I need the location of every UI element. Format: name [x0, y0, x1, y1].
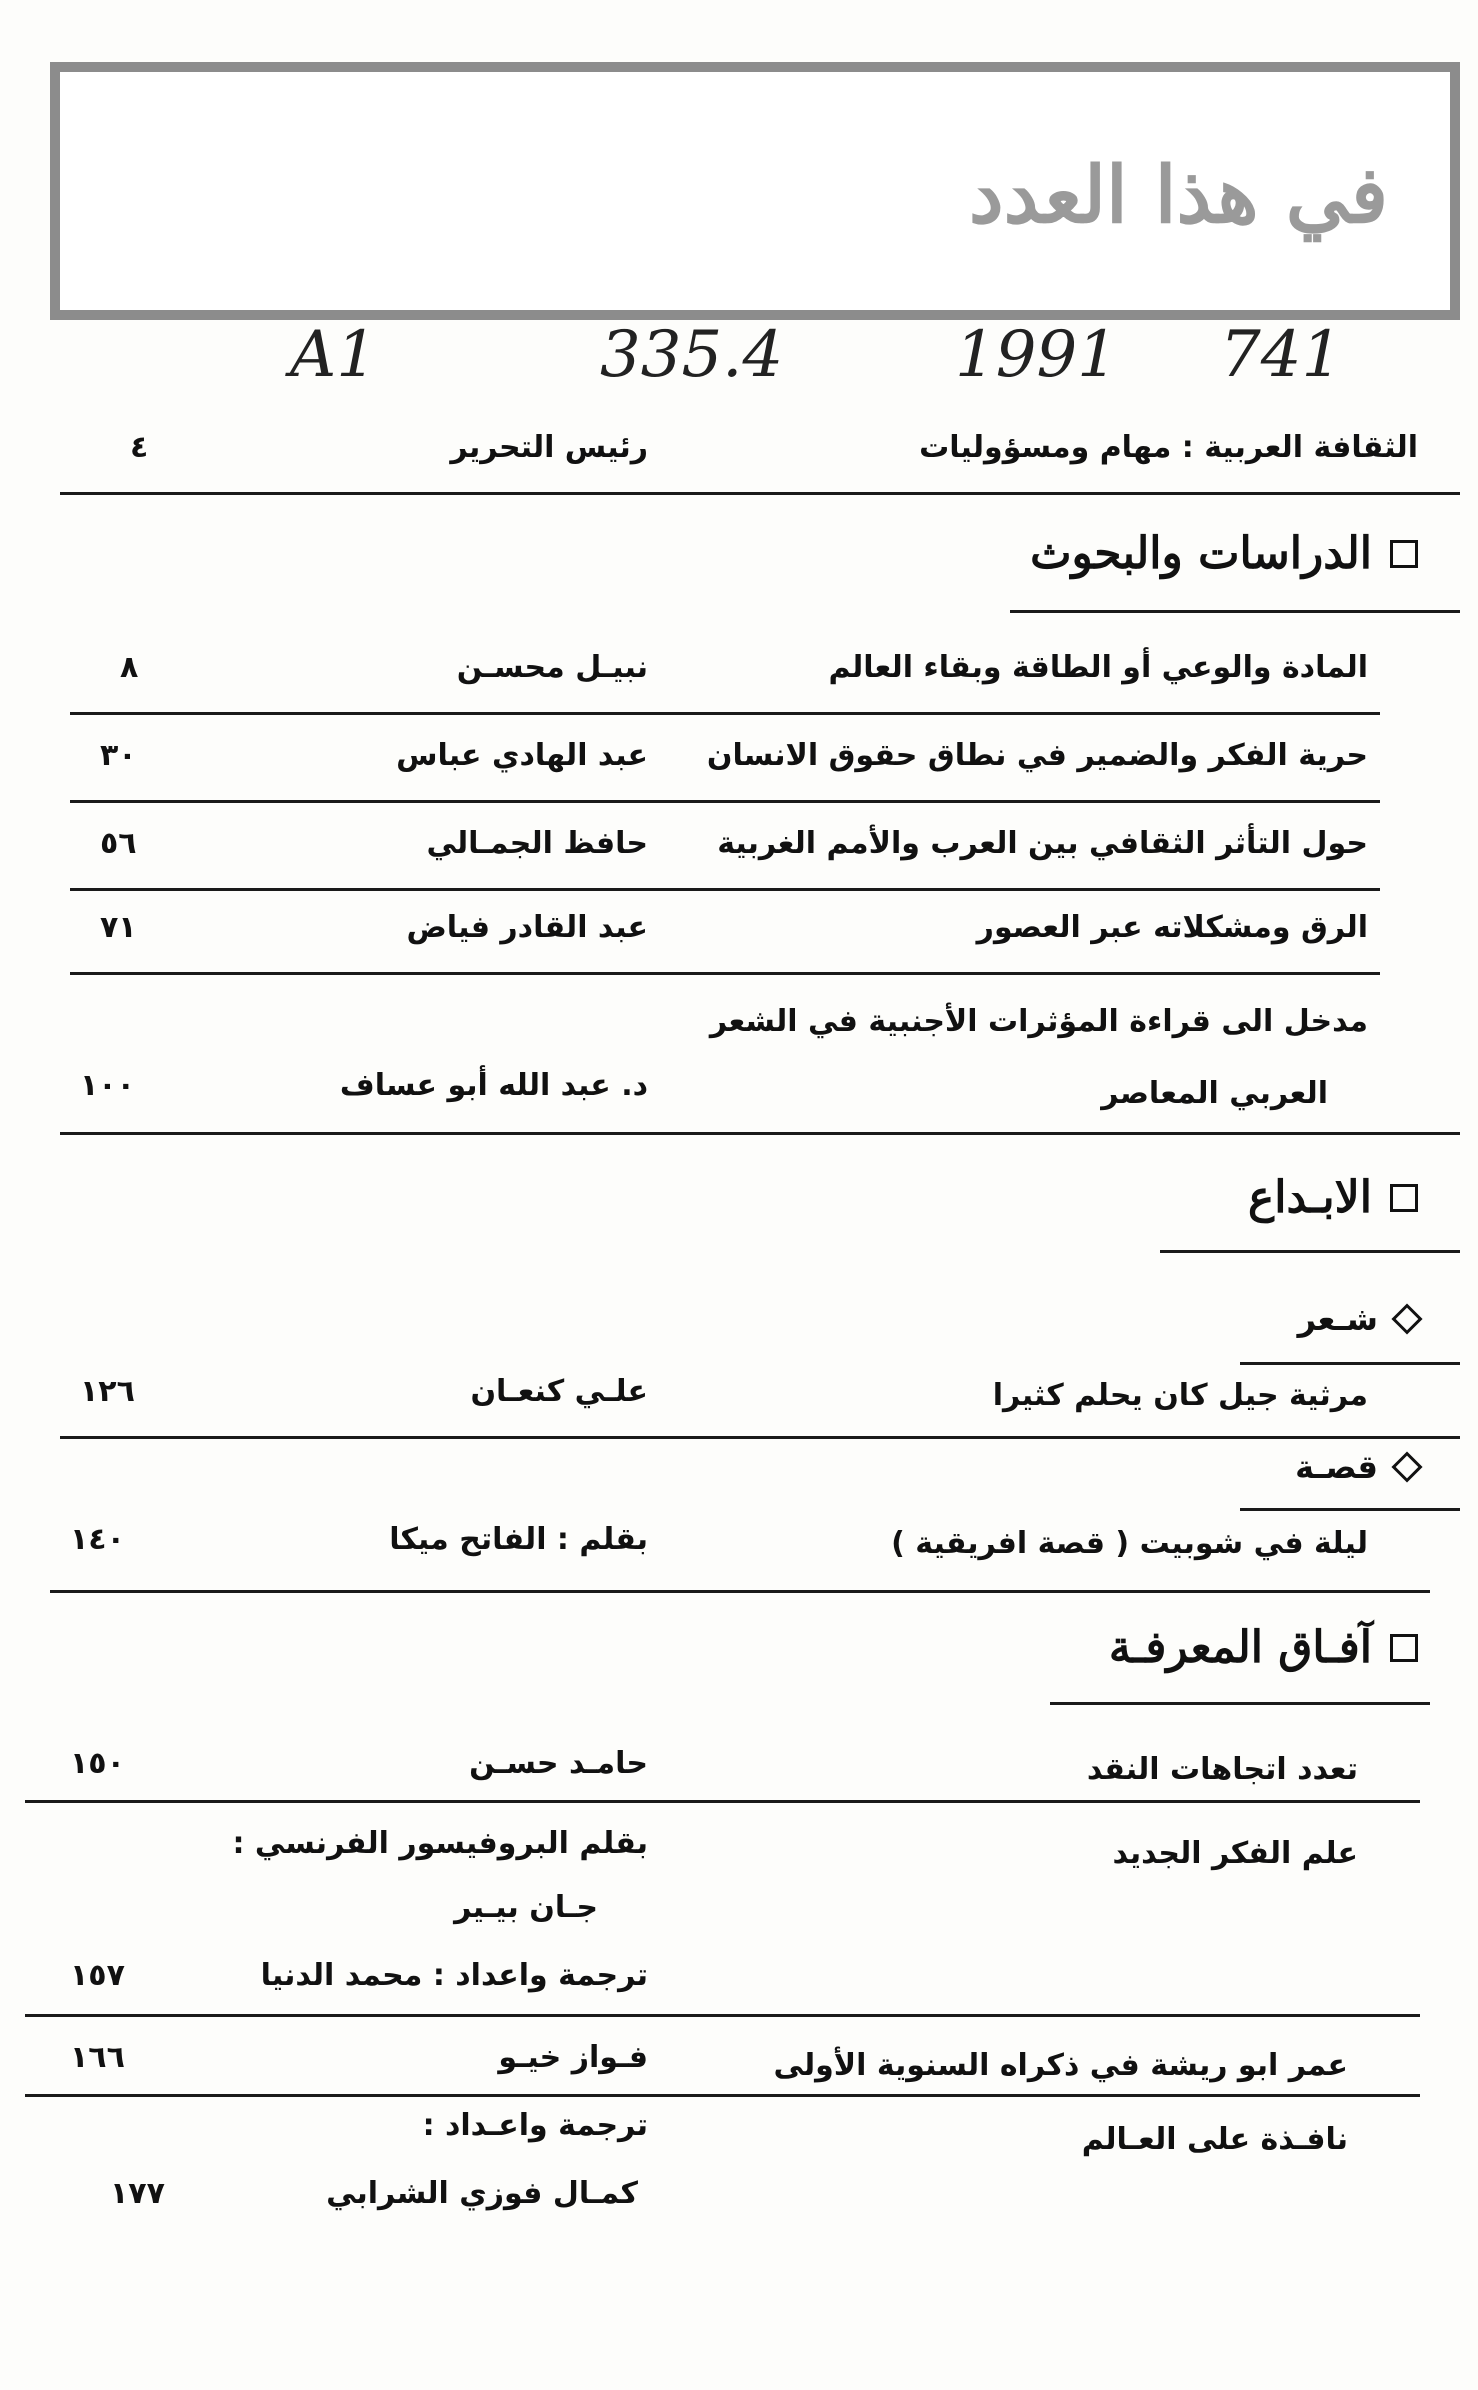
divider — [70, 888, 1380, 891]
entry-title: ليلة في شوبيت ( قصة افريقية ) — [891, 1526, 1368, 1561]
square-bullet-icon — [1390, 1634, 1418, 1662]
entry-page: ٤ — [130, 430, 149, 465]
entry-title: نافـذة على العـالم — [1081, 2122, 1348, 2157]
subsection-heading — [1295, 1448, 1418, 1486]
entry-title: مدخل الى قراءة المؤثرات الأجنبية في الشعر — [709, 1004, 1368, 1039]
divider — [1240, 1362, 1460, 1365]
section-heading-text: الدراسات والبحوث — [1030, 528, 1372, 579]
divider — [1050, 1702, 1430, 1705]
divider — [70, 712, 1380, 715]
entry-page: ١٤٠ — [70, 1522, 125, 1557]
section-heading-text: الابـداع — [1247, 1172, 1372, 1223]
entry-page: ١٠٠ — [80, 1068, 135, 1103]
page-title: في هذا العدد — [968, 150, 1388, 241]
entry-title: تعدد اتجاهات النقد — [1086, 1752, 1358, 1787]
divider — [60, 492, 1460, 495]
section-heading — [1248, 1172, 1418, 1223]
entry-page: ٧١ — [100, 910, 137, 945]
entry-author-line: بقلم البروفيسور الفرنسي : — [232, 1826, 648, 1861]
entry-page: ١٥٠ — [70, 1746, 125, 1781]
entry-author-line: جـان بيـير — [454, 1890, 598, 1925]
entry-title: علم الفكر الجديد — [1112, 1836, 1358, 1871]
diamond-bullet-icon — [1391, 1451, 1422, 1482]
entry-author: بقلم : الفاتح ميكا — [389, 1522, 648, 1557]
entry-page: ١٢٦ — [80, 1374, 135, 1409]
entry-author: علـي كنعـان — [470, 1374, 648, 1409]
entry-author-line: ترجمة واعداد : محمد الدنيا — [260, 1958, 648, 1993]
entry-title: حول التأثر الثقافي بين العرب والأمم الغربية — [717, 826, 1368, 861]
divider — [1010, 610, 1460, 613]
entry-title-continued: العربي المعاصر — [1101, 1076, 1328, 1111]
square-bullet-icon — [1390, 1184, 1418, 1212]
entry-title: عمر ابو ريشة في ذكراه السنوية الأولى — [773, 2048, 1348, 2083]
entry-title: الثقافة العربية : مهام ومسؤوليات — [919, 430, 1418, 465]
entry-page: ٥٦ — [100, 826, 137, 861]
divider — [25, 1800, 1420, 1803]
divider — [60, 1132, 1460, 1135]
entry-author: حامـد حسـن — [469, 1746, 648, 1781]
entry-title: حرية الفكر والضمير في نطاق حقوق الانسان — [706, 738, 1368, 773]
handwritten-note: 741 — [1220, 318, 1343, 392]
entry-page: ١٧٧ — [110, 2176, 165, 2211]
entry-title: مرثية جيل كان يحلم كثيرا — [992, 1378, 1368, 1413]
section-heading — [1109, 1622, 1418, 1673]
entry-page: ٣٠ — [100, 738, 137, 773]
entry-author: عبد القادر فياض — [406, 910, 648, 945]
entry-author: حافظ الجمـالي — [426, 826, 648, 861]
subsection-label: قصـة — [1295, 1448, 1378, 1486]
entry-author-line: كمـال فوزي الشرابي — [326, 2176, 638, 2211]
divider — [70, 800, 1380, 803]
divider — [1160, 1250, 1460, 1253]
diamond-bullet-icon — [1391, 1303, 1422, 1334]
divider — [25, 2094, 1420, 2097]
divider — [60, 1436, 1460, 1439]
entry-page: ١٥٧ — [70, 1958, 125, 1993]
divider — [70, 972, 1380, 975]
handwritten-note: 335.4 — [600, 318, 784, 392]
divider — [50, 1590, 1430, 1593]
divider — [1240, 1508, 1460, 1511]
subsection-heading — [1298, 1300, 1418, 1338]
entry-title: الرق ومشكلاته عبر العصور — [976, 910, 1368, 945]
divider — [25, 2014, 1420, 2017]
entry-page: ٨ — [120, 650, 139, 685]
entry-author: نبيـل محسـن — [456, 650, 648, 685]
section-heading-text: آفـاق المعرفـة — [1108, 1622, 1372, 1673]
entry-author: فـواز خيـو — [498, 2040, 648, 2075]
handwritten-note: 1991 — [955, 318, 1118, 392]
subsection-label: شـعر — [1297, 1300, 1378, 1338]
entry-author: د. عبد الله أبو عساف — [339, 1068, 648, 1103]
entry-author: رئيس التحرير — [450, 430, 648, 465]
square-bullet-icon — [1390, 540, 1418, 568]
handwritten-note: A1 — [290, 318, 377, 392]
entry-page: ١٦٦ — [70, 2040, 125, 2075]
entry-title: المادة والوعي أو الطاقة وبقاء العالم — [828, 650, 1368, 685]
entry-author-line: ترجمة واعـداد : — [422, 2108, 648, 2143]
section-heading — [1030, 528, 1418, 579]
entry-author: عبد الهادي عباس — [396, 738, 648, 773]
